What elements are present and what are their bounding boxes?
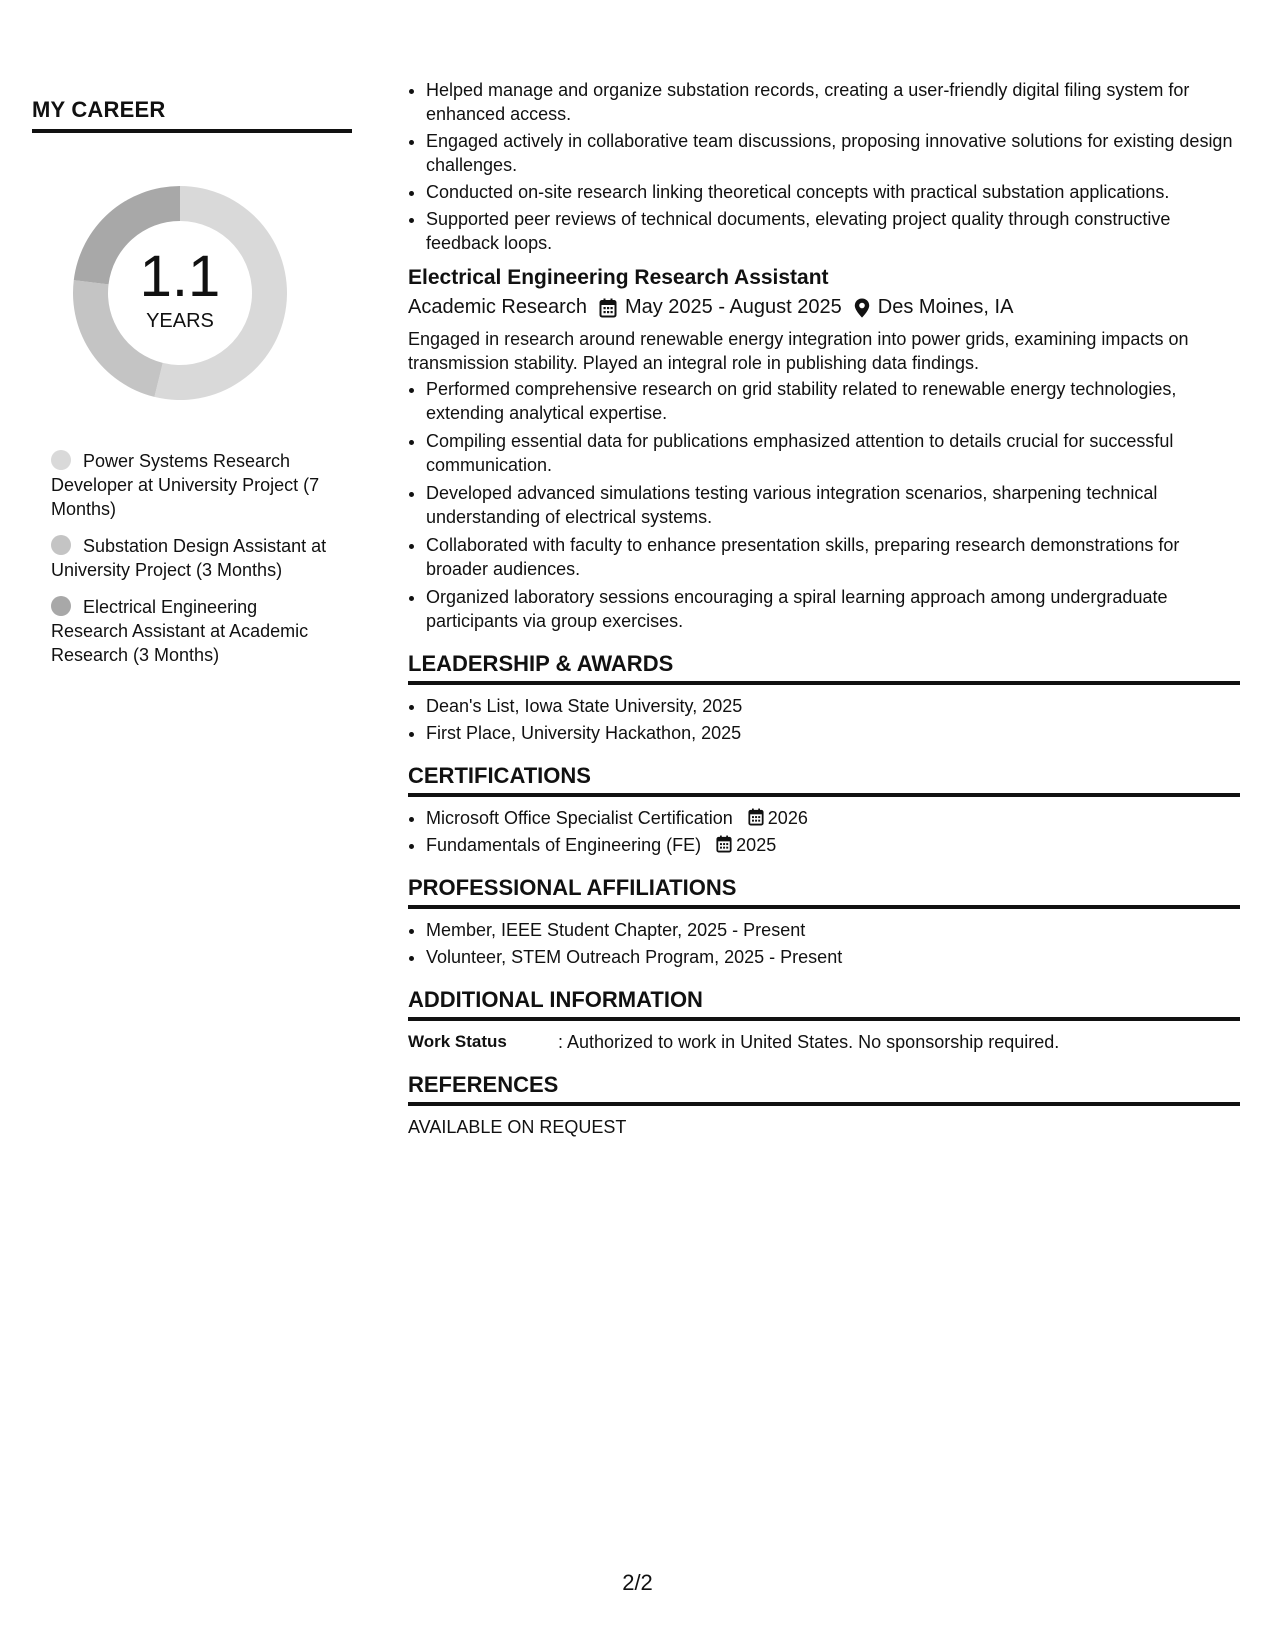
certification-name: Microsoft Office Specialist Certification xyxy=(426,808,733,828)
legend-item xyxy=(51,449,336,521)
references-text: AVAILABLE ON REQUEST xyxy=(408,1117,627,1137)
work-status-label: Work Status xyxy=(408,1032,507,1051)
list-item xyxy=(426,833,1240,857)
references-section-title: REFERENCES xyxy=(408,1072,1240,1106)
work-status-value: : Authorized to work in United States. No sponsorship required. xyxy=(558,1032,1060,1052)
donut-center xyxy=(60,173,300,413)
legend-dot-1 xyxy=(51,450,71,470)
previous-job-bullets xyxy=(408,78,1240,255)
legend-label: Substation Design Assistant at University Project (3 Months) xyxy=(51,536,327,580)
work-status-row xyxy=(408,1030,1240,1054)
legend-label: Power Systems Research Developer at University Project (7 Months) xyxy=(51,451,320,519)
affiliations-section-title: PROFESSIONAL AFFILIATIONS xyxy=(408,875,1240,909)
list-item: • Collaborated with faculty to enhance presentation skills, preparing research demonstrations for broader audiences. xyxy=(426,533,1240,581)
list-item: • Supported peer reviews of technical documents, elevating project quality through constructive feedback loops. xyxy=(426,207,1240,255)
career-legend xyxy=(51,449,336,667)
job-employer: Academic Research xyxy=(408,296,587,318)
legend-dot-3 xyxy=(51,596,71,616)
calendar-icon xyxy=(716,833,736,857)
legend-label: Electrical Engineering Research Assistant at Academic Research (3 Months) xyxy=(51,597,309,665)
job-description: Engaged in research around renewable energy integration into power grids, examining impacts on transmission stability. Played an integral role in publishing data findings. xyxy=(408,329,1189,373)
career-donut-chart xyxy=(60,173,300,413)
list-item: • Compiling essential data for publications emphasized attention to details crucial for successful communication. xyxy=(426,429,1240,477)
calendar-icon xyxy=(748,806,768,830)
certifications-list xyxy=(408,806,1240,857)
page-number: 2/2 xyxy=(622,1570,653,1595)
total-experience-unit: YEARS xyxy=(146,309,214,332)
list-item: • Dean's List, Iowa State University, 2025 xyxy=(426,694,1240,718)
career-section-title: MY CAREER xyxy=(32,97,352,133)
map-pin-icon xyxy=(854,298,870,318)
certification-year: 2026 xyxy=(767,808,808,828)
list-item: • First Place, University Hackathon, 2025 xyxy=(426,721,1240,745)
list-item xyxy=(426,806,1240,830)
left-column xyxy=(32,97,352,680)
certification-name: Fundamentals of Engineering (FE) xyxy=(426,835,702,855)
leadership-list xyxy=(408,694,1240,745)
job-meta xyxy=(408,296,1240,319)
list-item: • Engaged actively in collaborative team discussions, proposing innovative solutions for existing design challenges. xyxy=(426,129,1240,177)
certification-year: 2025 xyxy=(736,835,777,855)
legend-dot-2 xyxy=(51,535,71,555)
right-column xyxy=(408,78,1240,1139)
list-item: • Developed advanced simulations testing various integration scenarios, sharpening technical understanding of electrical systems. xyxy=(426,481,1240,529)
list-item: • Performed comprehensive research on grid stability related to renewable energy technologies, extending analytical expertise. xyxy=(426,377,1240,425)
job-bullets xyxy=(408,377,1240,633)
job-dates: May 2025 - August 2025 xyxy=(624,296,842,318)
certification-date xyxy=(716,833,776,857)
list-item: • Volunteer, STEM Outreach Program, 2025 - Present xyxy=(426,945,1240,969)
certifications-section-title: CERTIFICATIONS xyxy=(408,763,1240,797)
affiliations-list xyxy=(408,918,1240,969)
total-experience-value: 1.1 xyxy=(139,243,221,309)
leadership-section-title: LEADERSHIP & AWARDS xyxy=(408,651,1240,685)
list-item: • Helped manage and organize substation records, creating a user-friendly digital filing system for enhanced access. xyxy=(426,78,1240,126)
additional-info-section-title: ADDITIONAL INFORMATION xyxy=(408,987,1240,1021)
calendar-icon xyxy=(599,298,617,318)
list-item: • Conducted on-site research linking theoretical concepts with practical substation applications. xyxy=(426,180,1240,204)
job-title: Electrical Engineering Research Assistant xyxy=(408,266,829,289)
legend-item xyxy=(51,534,336,582)
list-item: • Organized laboratory sessions encouraging a spiral learning approach among undergraduate participants via group exercises. xyxy=(426,585,1240,633)
list-item: • Member, IEEE Student Chapter, 2025 - Present xyxy=(426,918,1240,942)
legend-item xyxy=(51,595,336,667)
certification-date xyxy=(748,806,808,830)
job-location: Des Moines, IA xyxy=(877,296,1014,318)
